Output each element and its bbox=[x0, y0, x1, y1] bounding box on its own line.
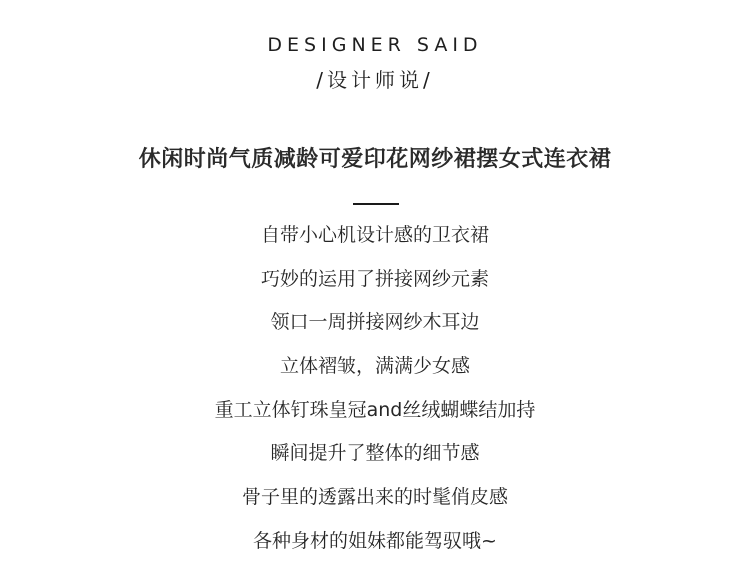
feature-list bbox=[0, 220, 750, 570]
feature-item: 巧妙的运用了拼接网纱元素 bbox=[260, 267, 489, 290]
feature-item: 各种身材的姐妹都能驾驭哦~ bbox=[253, 529, 497, 552]
product-title: 休闲时尚气质减龄可爱印花网纱裙摆女式连衣裙 bbox=[138, 147, 612, 172]
divider bbox=[353, 203, 399, 205]
feature-item: 立体褶皱，满满少女感 bbox=[279, 355, 470, 378]
feature-item: 重工立体钉珠皇冠and丝绒蝴蝶结加持 bbox=[214, 398, 536, 421]
feature-item: 领口一周拼接网纱木耳边 bbox=[270, 311, 480, 334]
feature-item: 骨子里的透露出来的时髦俏皮感 bbox=[241, 486, 508, 509]
feature-item: 瞬间提升了整体的细节感 bbox=[270, 442, 480, 465]
section-heading-en: DESIGNER SAID bbox=[267, 34, 483, 56]
feature-item: 自带小心机设计感的卫衣裙 bbox=[260, 224, 489, 246]
section-heading-zh: /设计师说/ bbox=[316, 68, 434, 92]
